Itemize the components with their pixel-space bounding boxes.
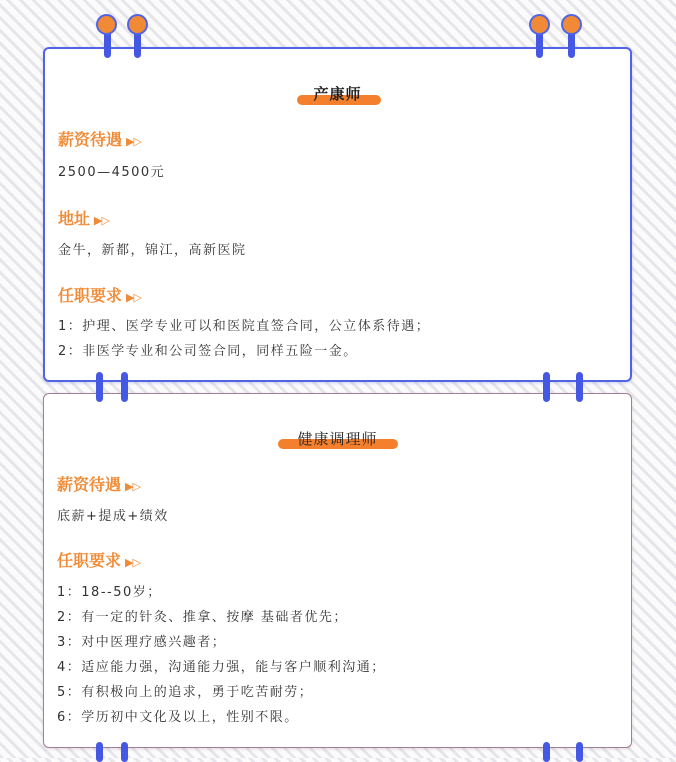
arrow-icon: ▶▷ bbox=[126, 291, 141, 304]
binder-ring-icon bbox=[529, 14, 550, 35]
section-heading-address: 地址 ▶▷ bbox=[58, 209, 109, 228]
binder-pin bbox=[121, 742, 128, 762]
binder-pin bbox=[576, 372, 583, 402]
section-heading-salary: 薪资待遇 ▶▷ bbox=[57, 475, 140, 494]
binder-ring-icon bbox=[127, 14, 148, 35]
arrow-icon: ▶▷ bbox=[94, 214, 109, 227]
binder-ring-icon bbox=[561, 14, 582, 35]
binder-pin bbox=[96, 372, 103, 402]
binder-ring-icon bbox=[96, 14, 117, 35]
section-heading-salary: 薪资待遇 ▶▷ bbox=[58, 130, 141, 149]
job-card-postpartum bbox=[43, 47, 632, 382]
card-title-block bbox=[44, 428, 631, 449]
requirement-item: 2：有一定的针灸、推拿、按摩 基础者优先； bbox=[57, 610, 348, 625]
section-heading-requirements: 任职要求 ▶▷ bbox=[57, 551, 140, 570]
requirement-item: 2：非医学专业和公司签合同，同样五险一金。 bbox=[58, 344, 358, 359]
requirement-item: 6：学历初中文化及以上，性别不限。 bbox=[57, 710, 299, 725]
binder-pin bbox=[543, 742, 550, 762]
binder-pin bbox=[96, 742, 103, 762]
binder-pin bbox=[543, 372, 550, 402]
binder-pin bbox=[576, 742, 583, 762]
job-card-health-therapist bbox=[43, 393, 632, 748]
requirement-item: 4：适应能力强，沟通能力强，能与客户顺利沟通； bbox=[57, 660, 386, 675]
requirement-item: 5：有积极向上的追求，勇于吃苦耐劳； bbox=[57, 685, 314, 700]
salary-value: 2500—4500元 bbox=[58, 165, 166, 180]
card-title: 产康师 bbox=[313, 85, 362, 103]
requirement-item: 1：18--50岁； bbox=[57, 585, 162, 600]
arrow-icon: ▶▷ bbox=[125, 556, 140, 569]
requirement-item: 3：对中医理疗感兴趣者； bbox=[57, 635, 227, 650]
arrow-icon: ▶▷ bbox=[126, 135, 141, 148]
arrow-icon: ▶▷ bbox=[125, 480, 140, 493]
card-title: 健康调理师 bbox=[297, 430, 378, 448]
requirement-item: 1：护理、医学专业可以和医院直签合同，公立体系待遇； bbox=[58, 319, 431, 334]
address-value: 金牛，新都，锦江，高新医院 bbox=[58, 243, 247, 258]
binder-pin bbox=[121, 372, 128, 402]
section-heading-requirements: 任职要求 ▶▷ bbox=[58, 286, 141, 305]
salary-value: 底薪+提成+绩效 bbox=[57, 509, 169, 524]
card-title-block bbox=[45, 83, 630, 104]
